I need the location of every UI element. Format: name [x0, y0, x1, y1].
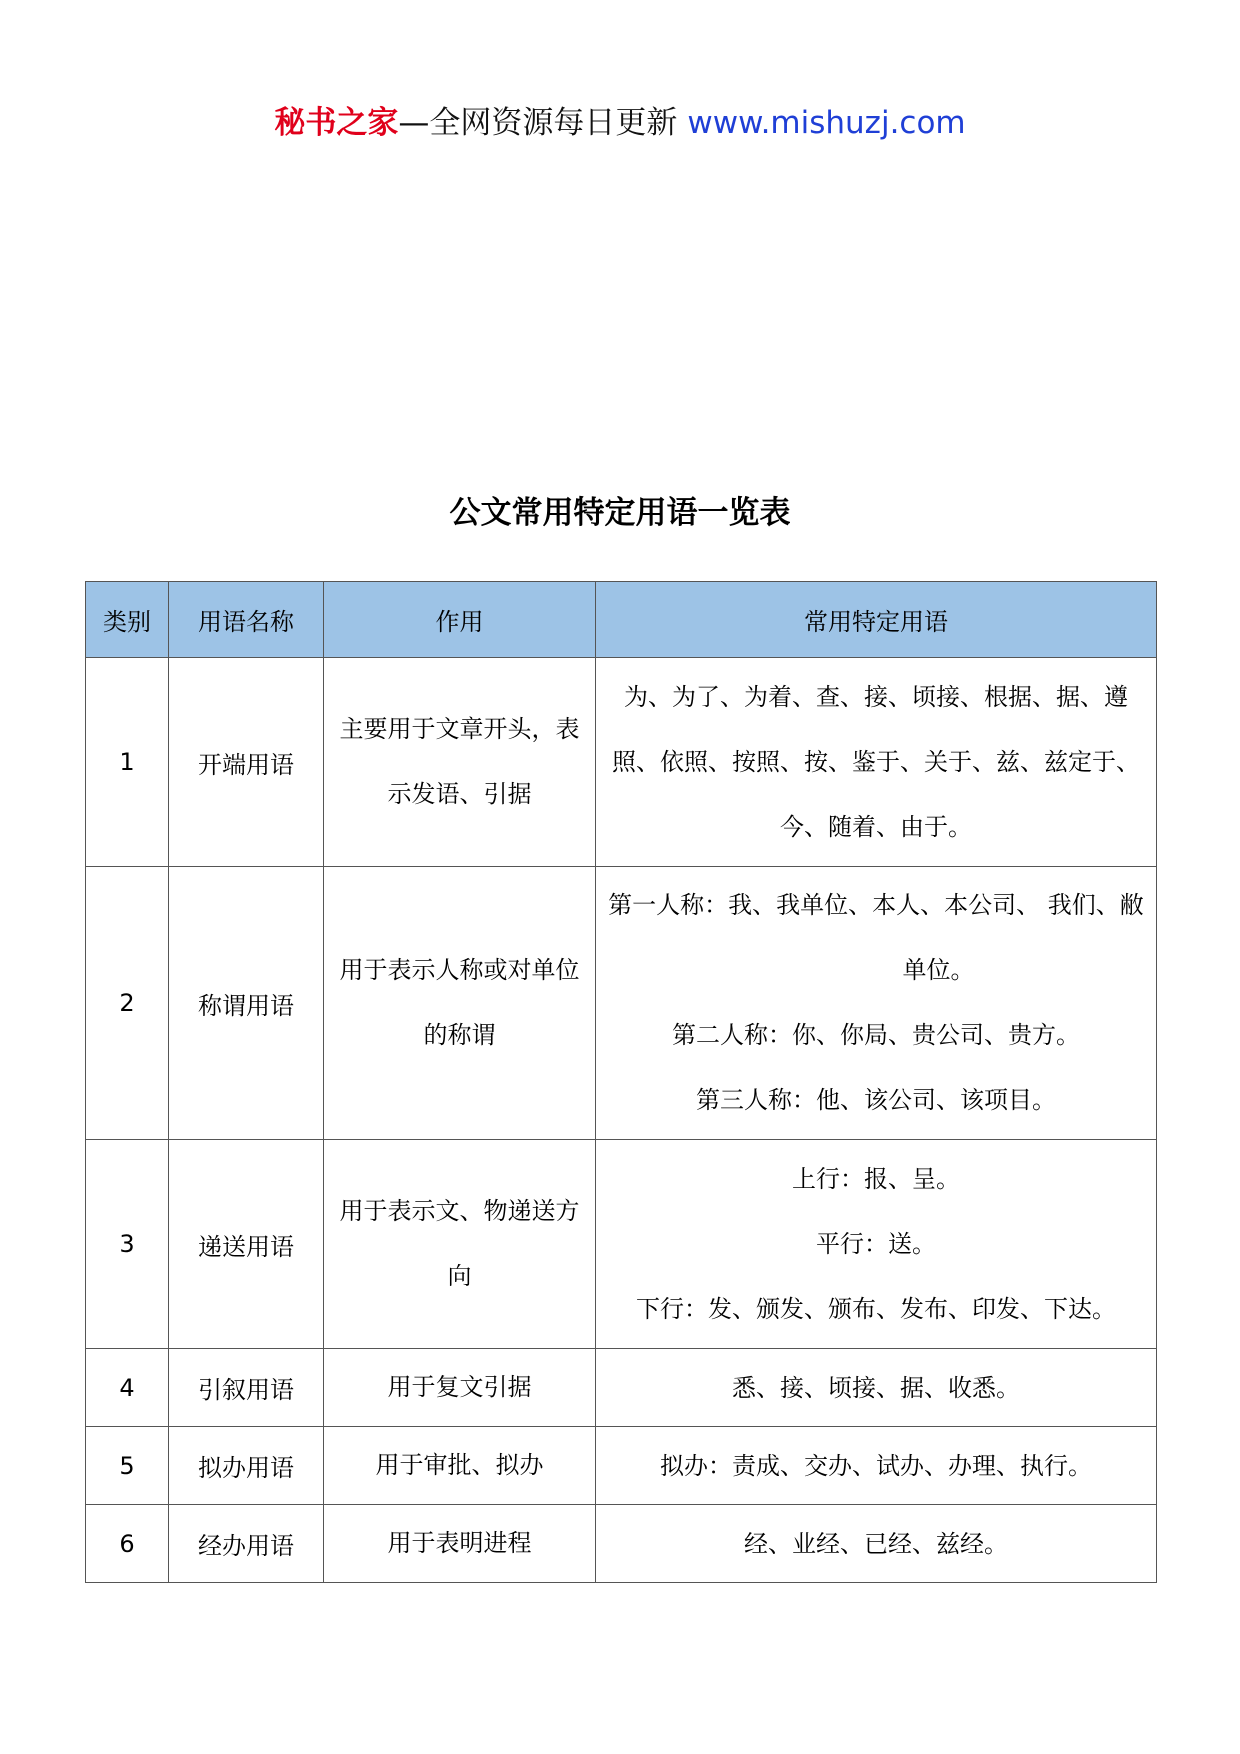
table-header-row [86, 582, 1157, 658]
term-phrases: 悉、接、顷接、据、收悉。 [596, 1349, 1157, 1427]
table-row [86, 867, 1157, 1140]
term-purpose: 用于复文引据 [324, 1349, 596, 1427]
table-row [86, 1349, 1157, 1427]
phrase-line: 第二人称：你、你局、贵公司、贵方。 [672, 1021, 1080, 1049]
row-number: 5 [86, 1427, 169, 1505]
term-purpose: 用于表示文、物递送方向 [324, 1140, 596, 1349]
term-purpose: 用于表示人称或对单位的称谓 [324, 867, 596, 1140]
term-name: 引叙用语 [169, 1349, 324, 1427]
header-purpose: 作用 [324, 582, 596, 658]
table-row [86, 1427, 1157, 1505]
table-row [86, 658, 1157, 867]
phrase-line: 平行：送。 [816, 1229, 936, 1258]
term-phrases [596, 1140, 1157, 1349]
phrase-line: 第一人称：我、我单位、本人、本公司、 我们、敝 [608, 891, 1144, 919]
table-row [86, 1140, 1157, 1349]
row-number: 4 [86, 1349, 169, 1427]
term-name: 开端用语 [169, 658, 324, 867]
term-purpose: 用于表明进程 [324, 1505, 596, 1583]
term-purpose: 用于审批、拟办 [324, 1427, 596, 1505]
phrase-line: 第三人称：他、该公司、该项目。 [696, 1086, 1056, 1114]
header-slogan: —全网资源每日更新 [398, 105, 678, 141]
term-purpose: 主要用于文章开头，表示发语、引据 [324, 658, 596, 867]
term-name: 称谓用语 [169, 867, 324, 1140]
table-row [86, 1505, 1157, 1583]
row-number: 2 [86, 867, 169, 1140]
phrase-line: 单位。 [902, 956, 975, 984]
phrase-line: 上行：报、呈。 [792, 1164, 960, 1193]
phrase-line: 下行：发、颁发、颁布、发布、印发、下达。 [636, 1294, 1116, 1323]
site-url-link[interactable]: www.mishuzj.com [687, 105, 966, 141]
row-number: 3 [86, 1140, 169, 1349]
term-phrases [596, 867, 1157, 1140]
row-number: 1 [86, 658, 169, 867]
term-name: 递送用语 [169, 1140, 324, 1349]
term-name: 经办用语 [169, 1505, 324, 1583]
header-term-name: 用语名称 [169, 582, 324, 658]
term-name: 拟办用语 [169, 1427, 324, 1505]
site-header [0, 100, 1240, 146]
brand-name: 秘书之家 [274, 105, 399, 141]
terms-table [85, 581, 1157, 1583]
term-phrases: 为、为了、为着、查、接、顷接、根据、据、遵照、依照、按照、按、鉴于、关于、兹、兹定于、今、随着、由于。 [596, 658, 1157, 867]
term-phrases: 经、业经、已经、兹经。 [596, 1505, 1157, 1583]
row-number: 6 [86, 1505, 169, 1583]
header-category: 类别 [86, 582, 169, 658]
term-phrases: 拟办：责成、交办、试办、办理、执行。 [596, 1427, 1157, 1505]
document-title: 公文常用特定用语一览表 [449, 495, 791, 531]
header-phrases: 常用特定用语 [596, 582, 1157, 658]
